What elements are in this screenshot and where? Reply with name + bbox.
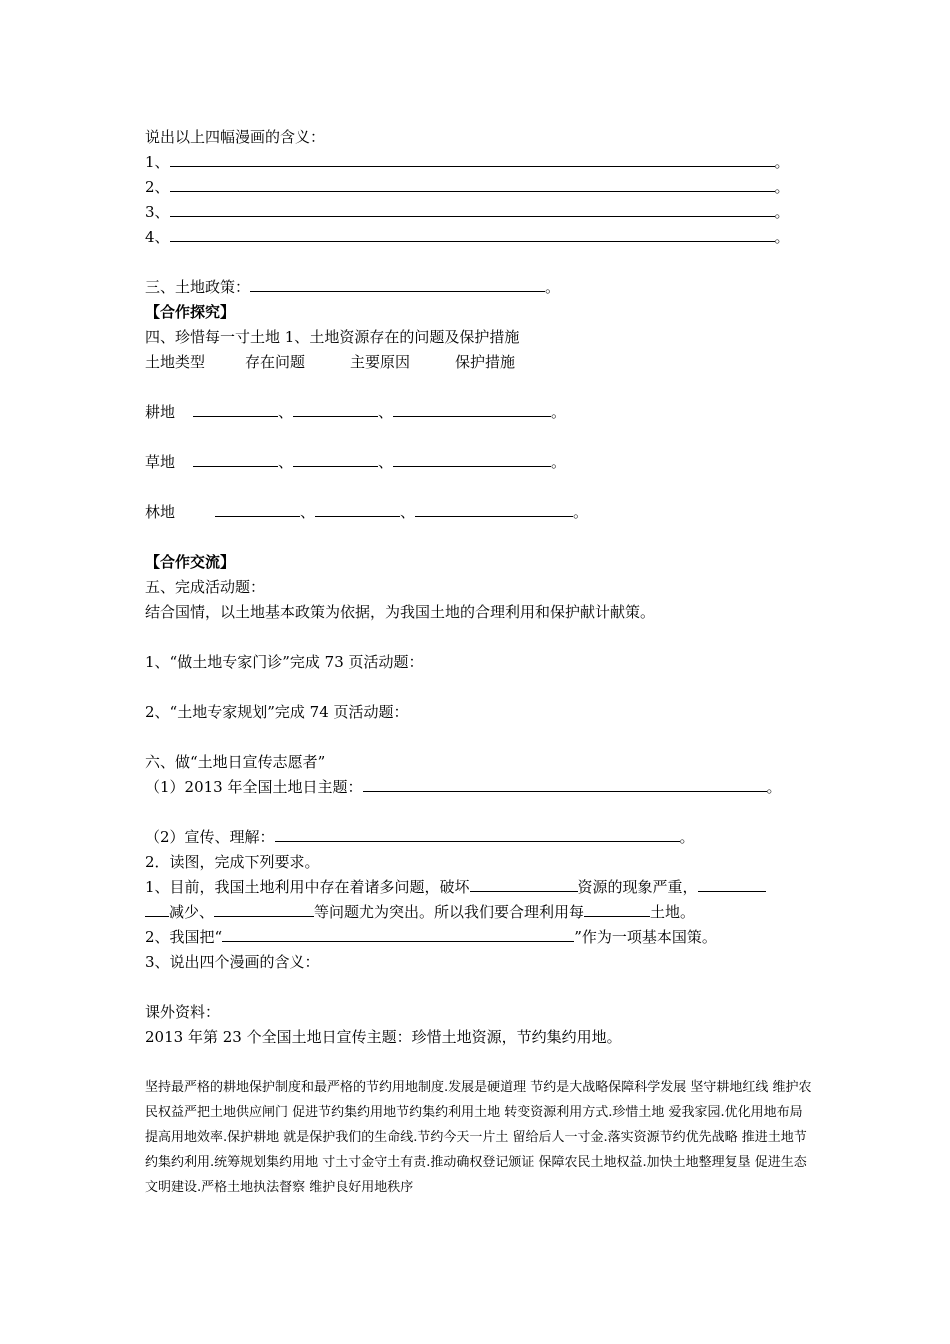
activity-title: 五、完成活动题： (145, 578, 266, 596)
decrease-blank-2[interactable] (145, 902, 169, 917)
read-map-title: 2．读图，完成下列要求。 (145, 853, 320, 871)
understanding-blank[interactable] (275, 827, 680, 842)
read-map-q2: 2、我国把“ ”作为一项基本国策。 (145, 928, 717, 946)
meanings-heading: 说出以上四幅漫画的含义： (145, 128, 326, 146)
volunteer-title: 六、做“土地日宣传志愿者” (145, 753, 326, 771)
land-policy-blank[interactable] (250, 277, 545, 292)
meaning-line-4: 4、 。 (145, 228, 790, 246)
row-grassland: 草地 、 、 。 (145, 453, 567, 471)
cause-blank[interactable] (293, 452, 378, 467)
row-farmland: 耕地 、 、 。 (145, 403, 567, 421)
row-forest: 林地 、 、 。 (145, 503, 589, 521)
col-land-type: 土地类型 (145, 353, 206, 371)
cooperative-explore-title: 四、珍惜每一寸土地 1、土地资源存在的问题及保护措施 (145, 328, 520, 346)
measure-blank[interactable] (415, 502, 573, 517)
meaning-line-3: 3、 。 (145, 203, 790, 221)
land-policy-line: 三、土地政策： 。 (145, 278, 561, 296)
measure-blank[interactable] (393, 452, 551, 467)
decrease-blank-1[interactable] (698, 877, 766, 892)
volunteer-item-1: （1）2013 年全国土地日主题： 。 (145, 778, 782, 796)
meaning-line-2: 2、 。 (145, 178, 790, 196)
theme-blank[interactable] (363, 777, 767, 792)
unit-blank[interactable] (584, 902, 650, 917)
read-map-q1-line2: 减少、 等问题尤为突出。所以我们要合理利用每 土地。 (145, 900, 695, 925)
national-policy-blank[interactable] (222, 927, 574, 942)
problem-blank[interactable] (214, 902, 314, 917)
measure-blank[interactable] (393, 402, 551, 417)
cooperative-explore-heading: 【合作探究】 (145, 303, 236, 321)
volunteer-item-2: （2）宣传、理解： 。 (145, 828, 695, 846)
table-header (145, 350, 515, 375)
extra-slogans: 坚持最严格的耕地保护制度和最严格的节约用地制度.发展是硬道理 节约是大战略保障科学发展 坚守耕地红线 维护农民权益严把土地供应闸门 促进节约集约用地节约集约利用土地 转变资源利用方式.珍惜土地 爱我家园.优化用地布局 提高用地效率.保护耕地 就是保护我们的生命线.节约今天一片土 留给后人一寸金.落实资源节约优先战略 推进土地节约集约利用.统筹规划集约用地 寸土寸金守土有责.推动确权登记颁证 保障农民土地权益.加快土地整理复垦 促进生态文明建设.严格土地执法督察 维护良好用地秩序 (145, 1080, 812, 1195)
read-map-q3: 3、说出四个漫画的含义： (145, 953, 320, 971)
activity-task-1: 1、“做土地专家门诊”完成 73 页活动题： (145, 653, 424, 671)
extra-heading: 课外资料： (145, 1003, 221, 1021)
answer-blank[interactable] (170, 227, 775, 242)
col-cause: 主要原因 (350, 353, 411, 371)
resource-blank[interactable] (470, 877, 578, 892)
activity-intro: 结合国情，以土地基本政策为依据，为我国土地的合理利用和保护献计献策。 (145, 603, 656, 621)
problem-blank[interactable] (215, 502, 300, 517)
answer-blank[interactable] (170, 202, 775, 217)
col-measure: 保护措施 (455, 353, 516, 371)
answer-blank[interactable] (170, 177, 775, 192)
extra-theme: 2013 年第 23 个全国土地日宣传主题：珍惜土地资源，节约集约用地。 (145, 1028, 622, 1046)
read-map-q1-line1: 1、目前，我国土地利用中存在着诸多问题，破坏 资源的现象严重， (145, 875, 766, 900)
cause-blank[interactable] (315, 502, 400, 517)
answer-blank[interactable] (170, 152, 775, 167)
cause-blank[interactable] (293, 402, 378, 417)
col-problem: 存在问题 (245, 353, 306, 371)
cooperative-exchange-heading: 【合作交流】 (145, 553, 236, 571)
problem-blank[interactable] (193, 452, 278, 467)
problem-blank[interactable] (193, 402, 278, 417)
meaning-line-1: 1、 。 (145, 153, 790, 171)
activity-task-2: 2、“土地专家规划”完成 74 页活动题： (145, 703, 409, 721)
